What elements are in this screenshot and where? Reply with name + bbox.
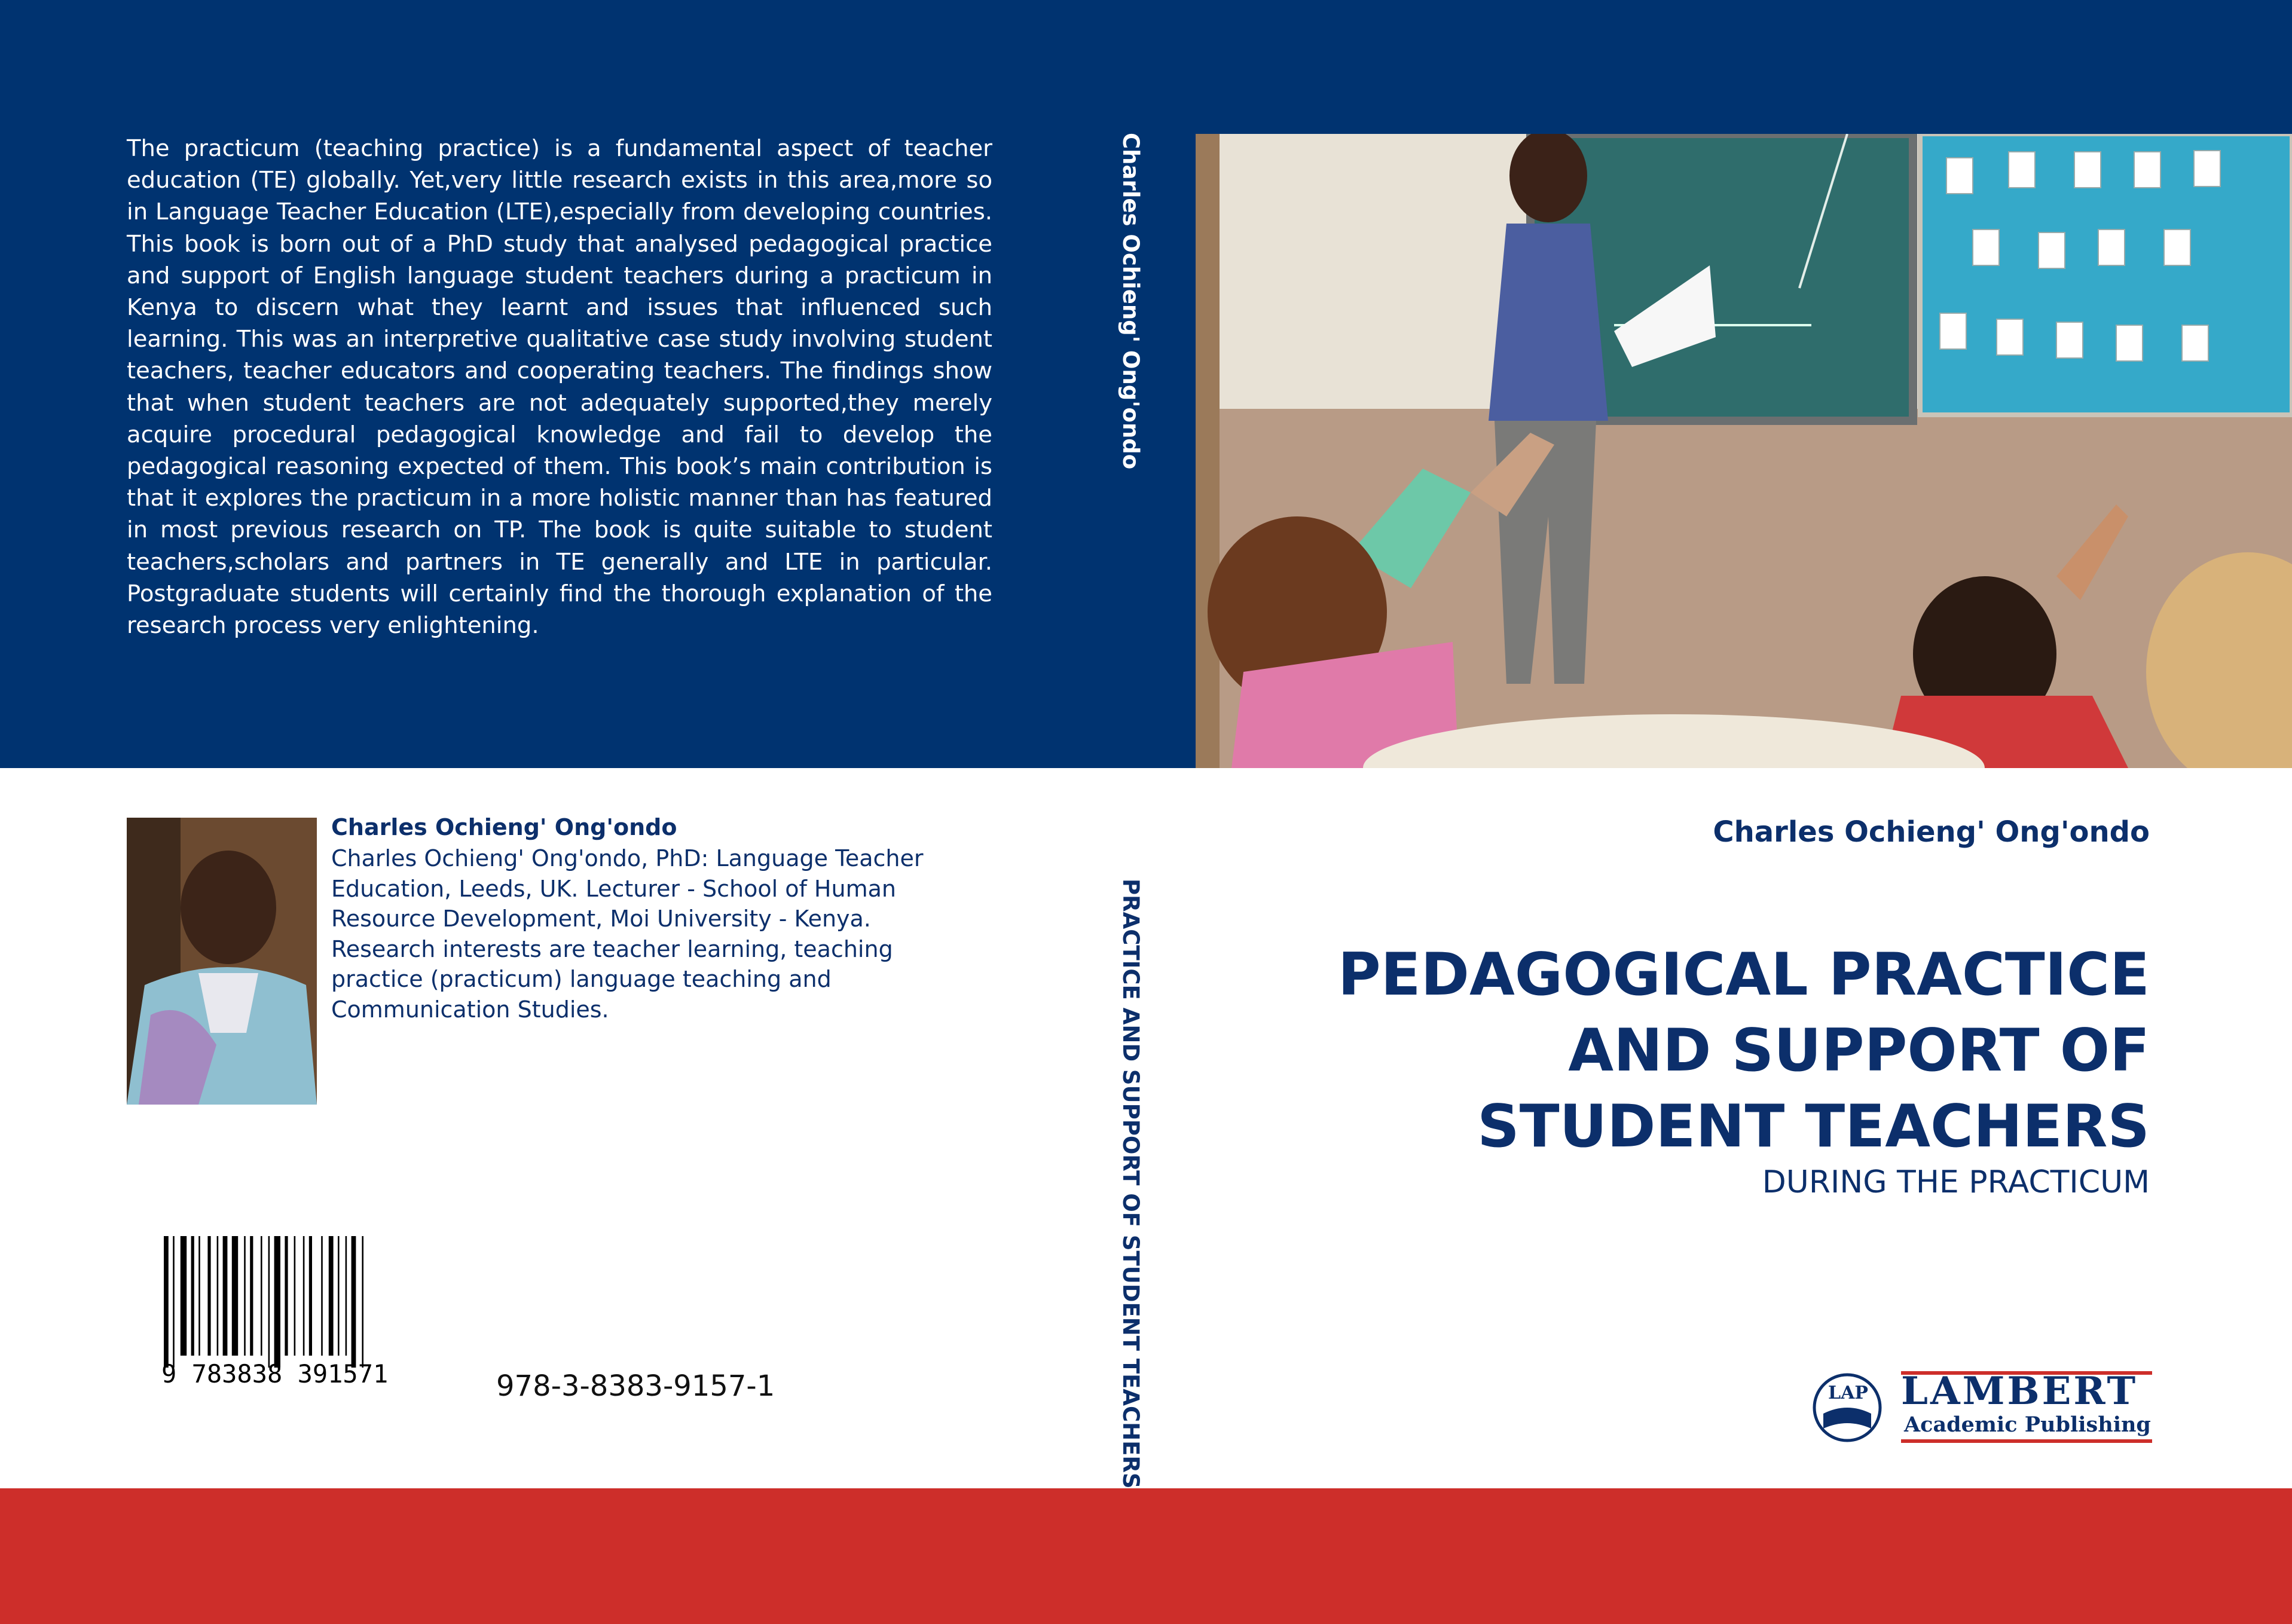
barcode-bar [232,1236,238,1356]
barcode-bar [181,1236,187,1356]
barcode-bar [285,1236,288,1356]
spine-author: Charles Ochieng' Ong'ondo [1118,133,1144,470]
barcode-bar [268,1236,270,1368]
publisher-subtitle: Academic Publishing [1904,1412,2151,1437]
barcode-bar [207,1236,210,1356]
barcode-digits: 9 783838 391571 [161,1359,389,1384]
bottom-red-band [0,1488,2292,1624]
author-bio: Charles Ochieng' Ong'ondo, PhD: Language Teacher Education, Leeds, UK. Lecturer - School of Human Resource Development, Moi University - Kenya. Research interests are teacher learning, teaching practice (practicum) language teaching and Communication Studies. [331,845,924,1023]
barcode-bar [223,1236,228,1356]
isbn-barcode [161,1236,459,1384]
barcode-bar [294,1236,296,1356]
barcode-bar [329,1236,334,1356]
barcode-bar [164,1236,169,1368]
barcode-bar [198,1236,200,1356]
barcode-bar [244,1236,246,1356]
barcode-bar [303,1236,305,1356]
back-author-name: Charles Ochieng' Ong'ondo [331,814,677,840]
barcode-bar [338,1236,340,1356]
barcode-bar [309,1236,312,1356]
barcode-bar [274,1236,280,1368]
barcode-bar [346,1236,347,1356]
barcode-bar [250,1236,253,1356]
isbn-number: 978-3-8383-9157-1 [496,1369,775,1403]
back-cover-blurb: The practicum (teaching practice) is a fundamental aspect of teacher education (TE) globally. Yet,very little research exists in this area,more so in Language Teacher Education (LTE),especially from developing countries. This book is born out of a PhD study that analysed pedagogical practice and support of English language student teachers during a practicum in Kenya to discern what they learnt and issues that influenced such learning. This was an interpretive qualitative case study involving student teachers, teacher educators and cooperating teachers. The findings show that when student teachers are not adequately supported,they merely acquire procedural pedagogical knowledge and fail to develop the pedagogical reasoning expected of them. This book’s main contribution is that it explores the practicum in a more holistic manner than has featured in most previous research on TP. The book is quite suitable to student teachers,scholars and partners in TE generally and LTE in particular. Postgraduate students will certainly find the thorough explanation of the research process very enlightening. [127,135,992,640]
publisher-brand: LAMBERT [1901,1369,2138,1414]
logo-mark: LAP [1828,1383,1868,1403]
barcode-bar [261,1236,262,1356]
author-photo [127,818,317,1105]
cover-photo-classroom [1196,134,2292,768]
barcode-bar [173,1236,175,1368]
barcode-bar [362,1236,363,1368]
spine-title: PRACTICE AND SUPPORT OF STUDENT TEACHERS [1118,879,1144,1489]
barcode-bar [352,1236,356,1368]
book-title: PEDAGOGICAL PRACTICE AND SUPPORT OF STUDENT TEACHERS [1337,941,2150,1161]
barcode-bar [191,1236,194,1356]
barcode-bar [217,1236,219,1356]
book-subtitle: DURING THE PRACTICUM [1762,1164,2150,1200]
front-author-name: Charles Ochieng' Ong'ondo [1713,815,2150,849]
barcode-bar [321,1236,323,1356]
